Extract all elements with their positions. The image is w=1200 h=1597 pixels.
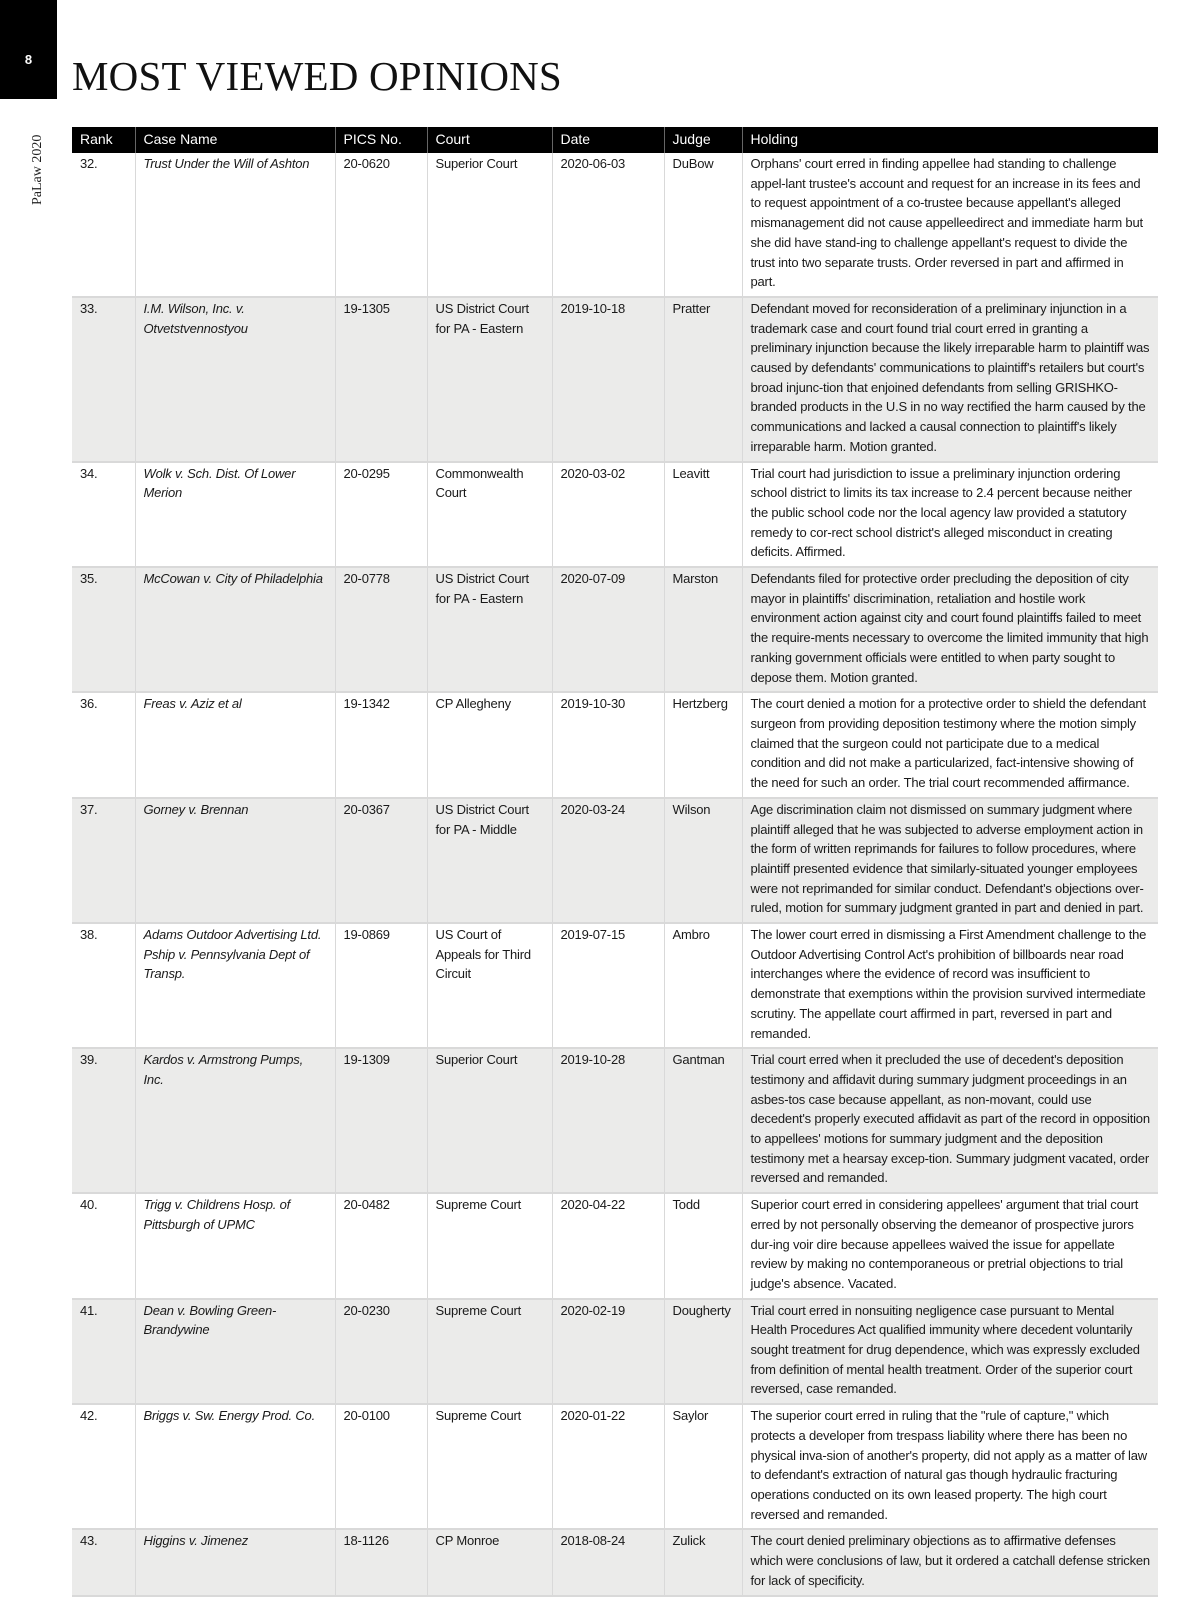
date-cell: 2019-10-18 xyxy=(552,297,664,462)
rank-cell: 34. xyxy=(72,462,135,568)
pics-number-cell: 18-1126 xyxy=(335,1529,427,1595)
rank-cell: 37. xyxy=(72,798,135,923)
holding-cell: Superior court erred in considering appellees' argument that trial court erred by not personally observing the demeanor of prospective jurors dur-ing voir dire because appellees waived the issue for appellate review by making no contemporaneous or pretrial objections to trial judge's absence. Vacated. xyxy=(742,1193,1158,1299)
rank-cell: 33. xyxy=(72,297,135,462)
date-cell: 2020-02-19 xyxy=(552,1299,664,1405)
holding-cell: Defendant moved for reconsideration of a preliminary injunction in a trademark case and court found trial court erred in granting a preliminary injunction because the likely irreparable harm to plaintiff was caused by defendants' communications to plaintiff's retailers but court's broad injunc-tion that enjoined defendants from selling GRISHKO-branded products in the U.S in no way rectified the harm caused by the communications and lacked a causal connection to plaintiff's likely irreparable harm. Motion granted. xyxy=(742,297,1158,462)
case-name-cell: Gorney v. Brennan xyxy=(135,798,335,923)
rank-cell: 36. xyxy=(72,692,135,798)
table-row xyxy=(72,153,1158,297)
date-cell: 2020-04-22 xyxy=(552,1193,664,1299)
holding-cell: Age discrimination claim not dismissed on summary judgment where plaintiff alleged that he was subjected to adverse employment action in the form of written reprimands for failures to follow procedures, where plaintiff presented evidence that similarly-situated younger employees were not reprimanded for similar conduct. Defendant's objections over-ruled, motion for summary judgment granted in part and denied in part. xyxy=(742,798,1158,923)
header-pics-no: PICS No. xyxy=(335,127,427,153)
table-row xyxy=(72,1404,1158,1529)
table-row xyxy=(72,1193,1158,1299)
case-name-cell: Wolk v. Sch. Dist. Of Lower Merion xyxy=(135,462,335,568)
court-cell: US Court of Appeals for Third Circuit xyxy=(427,923,552,1048)
pics-number-cell: 20-0778 xyxy=(335,567,427,692)
judge-cell: Hertzberg xyxy=(664,692,742,798)
case-name-cell: Higgins v. Jimenez xyxy=(135,1529,335,1595)
judge-cell: Dougherty xyxy=(664,1299,742,1405)
date-cell: 2019-10-30 xyxy=(552,692,664,798)
date-cell: 2020-06-03 xyxy=(552,153,664,297)
rank-cell: 41. xyxy=(72,1299,135,1405)
holding-cell: The lower court erred in dismissing a First Amendment challenge to the Outdoor Advertising Control Act's prohibition of billboards near road interchanges where the evidence of record was insufficient to demonstrate that exemptions within the provision survived intermediate scrutiny. The appellate court affirmed in part, reversed in part and remanded. xyxy=(742,923,1158,1048)
date-cell: 2020-03-02 xyxy=(552,462,664,568)
court-cell: Supreme Court xyxy=(427,1193,552,1299)
table-row xyxy=(72,462,1158,568)
rank-cell: 35. xyxy=(72,567,135,692)
case-name-cell: Dean v. Bowling Green-Brandywine xyxy=(135,1299,335,1405)
pics-number-cell: 20-0100 xyxy=(335,1404,427,1529)
case-name-cell: Freas v. Aziz et al xyxy=(135,692,335,798)
judge-cell: Leavitt xyxy=(664,462,742,568)
rank-cell: 38. xyxy=(72,923,135,1048)
publication-side-label: PaLaw 2020 xyxy=(30,134,45,205)
date-cell: 2020-07-09 xyxy=(552,567,664,692)
date-cell: 2019-10-28 xyxy=(552,1048,664,1193)
header-judge: Judge xyxy=(664,127,742,153)
date-cell: 2020-03-24 xyxy=(552,798,664,923)
opinions-table xyxy=(72,127,1158,1597)
rank-cell: 39. xyxy=(72,1048,135,1193)
table-row xyxy=(72,297,1158,462)
pics-number-cell: 19-1342 xyxy=(335,692,427,798)
court-cell: CP Allegheny xyxy=(427,692,552,798)
holding-cell: Orphans' court erred in finding appellee had standing to challenge appel-lant trustee's account and request for an increase in its fees and to request appointment of a co-trustee because appellant's alleged mismanagement did not cause appelleedirect and immediate harm but she did have stand-ing to challenge appellant's request to divide the trust into two separate trusts. Order reversed in part and affirmed in part. xyxy=(742,153,1158,297)
case-name-cell: I.M. Wilson, Inc. v. Otvetstvennostyou xyxy=(135,297,335,462)
rank-cell: 32. xyxy=(72,153,135,297)
holding-cell: The superior court erred in ruling that the "rule of capture," which protects a developer from trespass liability where there has been no physical inva-sion of another's property, did not apply as a matter of law to defendant's extraction of natural gas though hydraulic fracturing operations conducted on its own leased property. The high court reversed and remanded. xyxy=(742,1404,1158,1529)
header-date: Date xyxy=(552,127,664,153)
court-cell: Supreme Court xyxy=(427,1299,552,1405)
table-row xyxy=(72,692,1158,798)
table-row xyxy=(72,923,1158,1048)
court-cell: Commonwealth Court xyxy=(427,462,552,568)
court-cell: CP Monroe xyxy=(427,1529,552,1595)
pics-number-cell: 19-1309 xyxy=(335,1048,427,1193)
court-cell: Superior Court xyxy=(427,153,552,297)
pics-number-cell: 20-0230 xyxy=(335,1299,427,1405)
court-cell: Supreme Court xyxy=(427,1404,552,1529)
rank-cell: 43. xyxy=(72,1529,135,1595)
pics-number-cell: 20-0482 xyxy=(335,1193,427,1299)
court-cell: US District Court for PA - Middle xyxy=(427,798,552,923)
table-row xyxy=(72,1529,1158,1595)
court-cell: US District Court for PA - Eastern xyxy=(427,297,552,462)
case-name-cell: Trigg v. Childrens Hosp. of Pittsburgh of UPMC xyxy=(135,1193,335,1299)
case-name-cell: Adams Outdoor Advertising Ltd. Pship v. Pennsylvania Dept of Transp. xyxy=(135,923,335,1048)
holding-cell: Trial court had jurisdiction to issue a preliminary injunction ordering school district to limits its tax increase to 2.4 percent because neither the public school code nor the local agency law provided a statutory remedy to cor-rect school district's alleged misconduct in creating deficits. Affirmed. xyxy=(742,462,1158,568)
table-row xyxy=(72,1048,1158,1193)
pics-number-cell: 20-0367 xyxy=(335,798,427,923)
date-cell: 2019-07-15 xyxy=(552,923,664,1048)
case-name-cell: Briggs v. Sw. Energy Prod. Co. xyxy=(135,1404,335,1529)
table-row xyxy=(72,798,1158,923)
header-case-name: Case Name xyxy=(135,127,335,153)
page-number-tab xyxy=(0,0,57,99)
pics-number-cell: 19-1305 xyxy=(335,297,427,462)
pics-number-cell: 20-0295 xyxy=(335,462,427,568)
judge-cell: Todd xyxy=(664,1193,742,1299)
judge-cell: Pratter xyxy=(664,297,742,462)
date-cell: 2020-01-22 xyxy=(552,1404,664,1529)
date-cell: 2018-08-24 xyxy=(552,1529,664,1595)
table-row xyxy=(72,567,1158,692)
rank-cell: 42. xyxy=(72,1404,135,1529)
header-rank: Rank xyxy=(72,127,135,153)
table-row xyxy=(72,1299,1158,1405)
case-name-cell: Trust Under the Will of Ashton xyxy=(135,153,335,297)
judge-cell: DuBow xyxy=(664,153,742,297)
court-cell: Superior Court xyxy=(427,1048,552,1193)
table-header-row xyxy=(72,127,1158,153)
page-title: MOST VIEWED OPINIONS xyxy=(72,53,562,99)
case-name-cell: McCowan v. City of Philadelphia xyxy=(135,567,335,692)
header-court: Court xyxy=(427,127,552,153)
pics-number-cell: 19-0869 xyxy=(335,923,427,1048)
holding-cell: The court denied a motion for a protective order to shield the defendant surgeon from providing deposition testimony where the motion simply claimed that the surgeon could not participate due to a medical condition and did not make a particularized, fact-intensive showing of the need for such an order. The trial court recommended affirmance. xyxy=(742,692,1158,798)
judge-cell: Ambro xyxy=(664,923,742,1048)
holding-cell: The court denied preliminary objections as to affirmative defenses which were conclusions of law, but it ordered a catchall defense stricken for lack of specificity. xyxy=(742,1529,1158,1595)
judge-cell: Zulick xyxy=(664,1529,742,1595)
holding-cell: Trial court erred when it precluded the use of decedent's deposition testimony and affidavit during summary judgment proceedings in an asbes-tos case because appellant, as non-movant, could use decedent's properly executed affidavit as part of the record in opposition to appellees' motions for summary judgment and the deposition testimony met a hearsay excep-tion. Summary judgment vacated, order reversed and remanded. xyxy=(742,1048,1158,1193)
holding-cell: Defendants filed for protective order precluding the deposition of city mayor in plaintiffs' discrimination, retaliation and hostile work environment action against city and court found plaintiffs failed to meet the require-ments necessary to overcome the limited immunity that high ranking government officials were entitled to when party sought to depose them. Motion granted. xyxy=(742,567,1158,692)
judge-cell: Wilson xyxy=(664,798,742,923)
judge-cell: Saylor xyxy=(664,1404,742,1529)
rank-cell: 40. xyxy=(72,1193,135,1299)
header-holding: Holding xyxy=(742,127,1158,153)
judge-cell: Marston xyxy=(664,567,742,692)
page-number: 8 xyxy=(24,52,33,67)
pics-number-cell: 20-0620 xyxy=(335,153,427,297)
court-cell: US District Court for PA - Eastern xyxy=(427,567,552,692)
holding-cell: Trial court erred in nonsuiting negligence case pursuant to Mental Health Procedures Act qualified immunity where decedent voluntarily sought treatment for drug dependence, which was expressly excluded from definition of mental health treatment. Order of the superior court reversed, case remanded. xyxy=(742,1299,1158,1405)
judge-cell: Gantman xyxy=(664,1048,742,1193)
table-body xyxy=(72,153,1158,1596)
case-name-cell: Kardos v. Armstrong Pumps, Inc. xyxy=(135,1048,335,1193)
